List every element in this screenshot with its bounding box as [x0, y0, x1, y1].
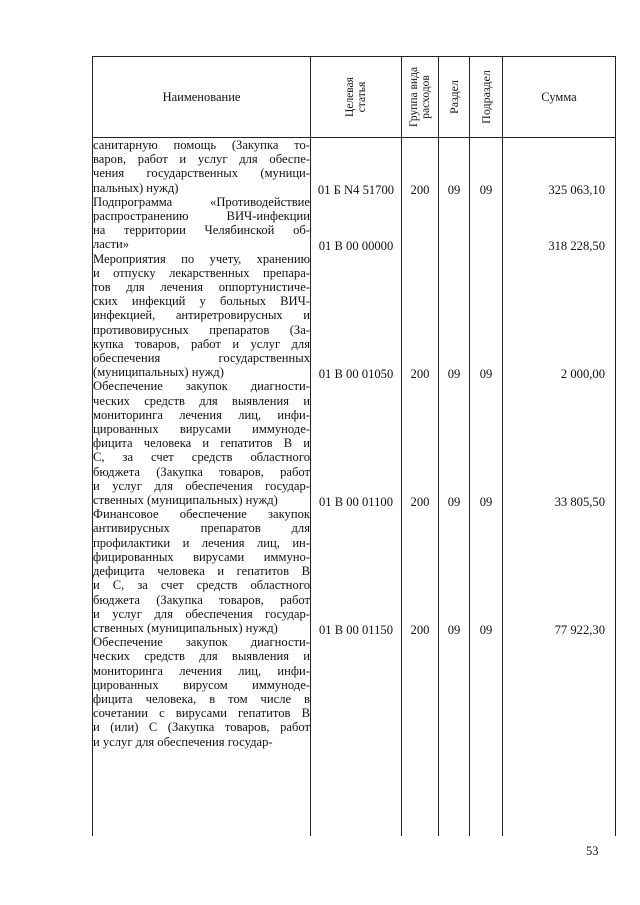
row-name-line: антивирусных препаратов для [93, 521, 310, 536]
name-column [93, 138, 311, 837]
row-target-value: 01 Б N4 51700 [317, 182, 395, 197]
row-name-line: противовирусных препаратов (За- [93, 322, 310, 337]
row-name-line: ческих средств для выявления и [93, 649, 310, 664]
table-body-row [93, 138, 616, 837]
row-name [93, 195, 310, 252]
header-subsection: Подраздел [479, 70, 493, 124]
row-section-value: 09 [447, 182, 461, 197]
row-sum-value: 77 922,30 [554, 622, 605, 637]
row-name-line: распространению ВИЧ-инфекции [93, 209, 310, 224]
row-name-line: С, за счет средств областного [93, 450, 310, 465]
row-name-line: и (или) С (Закупка товаров, работ [93, 720, 310, 735]
row-target-value: 01 В 00 01150 [318, 622, 394, 637]
name-entries [93, 138, 310, 749]
budget-table [92, 56, 616, 836]
row-name-line: пальных) нужд) [93, 180, 179, 195]
row-subsection-value: 09 [479, 367, 493, 382]
row-group-value: 200 [410, 495, 430, 509]
header-group-cell [402, 57, 439, 138]
row-name-line: мониторинга лечения лиц, инфи- [93, 407, 310, 422]
header-sum-cell [503, 57, 616, 138]
row-name-line: ственных (муниципальных) нужд) [93, 620, 278, 635]
row-section-value: 09 [447, 622, 461, 637]
header-target-cell [311, 57, 402, 138]
row-sum-value: 325 063,10 [548, 182, 605, 197]
table-header-row [93, 57, 616, 138]
row-name-line: обеспечения государственных [93, 351, 310, 366]
row-name-line: на территории Челябинской об- [93, 223, 310, 238]
row-subsection-value: 09 [479, 622, 493, 637]
row-target-value: 01 В 00 00000 [318, 239, 394, 254]
row-name-line: варов, работ и услуг для обеспе- [93, 152, 310, 167]
row-name-line: Финансовое обеспечение закупок [93, 507, 310, 522]
row-section-value: 09 [447, 367, 461, 382]
header-section-cell [439, 57, 470, 138]
row-name-line: ских инфекций у больных ВИЧ- [93, 294, 310, 309]
row-name-line: ласти» [93, 237, 130, 252]
row-name [93, 138, 310, 195]
section-column [439, 138, 470, 837]
row-subsection-value: 09 [479, 495, 493, 509]
row-name-line: тов для лечения оппортунистиче- [93, 280, 310, 295]
row-name-line: фицита человека и гепатитов В и [93, 436, 310, 451]
row-group-value: 200 [410, 367, 430, 382]
header-target: Целевая статья [344, 77, 368, 117]
row-name-line: и услуг для обеспечения государ- [93, 478, 310, 493]
row-name-line: чения государственных (муници- [93, 166, 310, 181]
row-name-line: цированных вирусами иммуноде- [93, 422, 310, 437]
row-name-line: ственных (муниципальных) нужд) [93, 493, 278, 508]
row-name-line: фицита человека, в том числе в [93, 691, 310, 706]
row-group-value: 200 [410, 182, 430, 197]
row-name-line: ческих средств для выявления и [93, 393, 310, 408]
header-sum: Сумма [541, 89, 577, 104]
page-number: 53 [586, 844, 599, 858]
row-subsection-value: 09 [479, 182, 493, 197]
row-name [93, 635, 310, 749]
row-name-line: фицированных вирусами иммуно- [93, 549, 310, 564]
row-target-value: 01 В 00 01050 [318, 367, 394, 382]
row-name-line: Подпрограмма «Противодействие [93, 194, 310, 209]
row-name [93, 379, 310, 507]
row-name-line: Мероприятия по учету, хранению [93, 251, 310, 266]
row-name-line: бюджета (Закупка товаров, работ [93, 464, 310, 479]
header-section: Раздел [447, 80, 461, 114]
row-name-line: Обеспечение закупок диагности- [93, 635, 310, 650]
row-sum-value: 33 805,50 [554, 495, 605, 509]
header-subsection-cell [470, 57, 503, 138]
row-target-value: 01 В 00 01100 [318, 495, 394, 509]
row-name [93, 507, 310, 635]
row-group-value: 200 [410, 622, 430, 637]
row-name-line: Обеспечение закупок диагности- [93, 379, 310, 394]
row-name-line: купка товаров, работ и услуг для [93, 336, 310, 351]
group-column [402, 138, 439, 837]
row-sum-value: 2 000,00 [560, 367, 605, 382]
header-name: Наименование [162, 89, 241, 104]
target-column [311, 138, 402, 837]
row-name-line: цированных вирусом иммуноде- [93, 677, 310, 692]
sum-column [503, 138, 616, 837]
row-name-line: сочетании с вирусами гепатитов В [93, 706, 310, 721]
row-section-value: 09 [447, 495, 461, 509]
row-name-line: инфекцией, антиретровирусных и [93, 308, 310, 323]
row-name-line: и услуг для обеспечения государ- [93, 606, 310, 621]
row-name-line: и услуг для обеспечения государ- [93, 734, 273, 749]
row-name-line: дефицита человека и гепатитов В [93, 564, 310, 579]
row-name-line: и С, за счет средств областного [93, 578, 310, 593]
header-name-cell [93, 57, 311, 138]
row-name [93, 252, 310, 380]
row-name-line: профилактики и лечения лиц, ин- [93, 535, 310, 550]
row-name-line: (муниципальных) нужд) [93, 365, 224, 380]
row-name-line: санитарную помощь (Закупка то- [93, 138, 310, 152]
subsection-column [470, 138, 503, 837]
row-sum-value: 318 228,50 [548, 239, 605, 254]
row-name-line: бюджета (Закупка товаров, работ [93, 592, 310, 607]
header-group: Группа вида расходов [408, 66, 432, 128]
row-name-line: мониторинга лечения лиц, инфи- [93, 663, 310, 678]
row-name-line: и отпуску лекарственных препара- [93, 265, 310, 280]
